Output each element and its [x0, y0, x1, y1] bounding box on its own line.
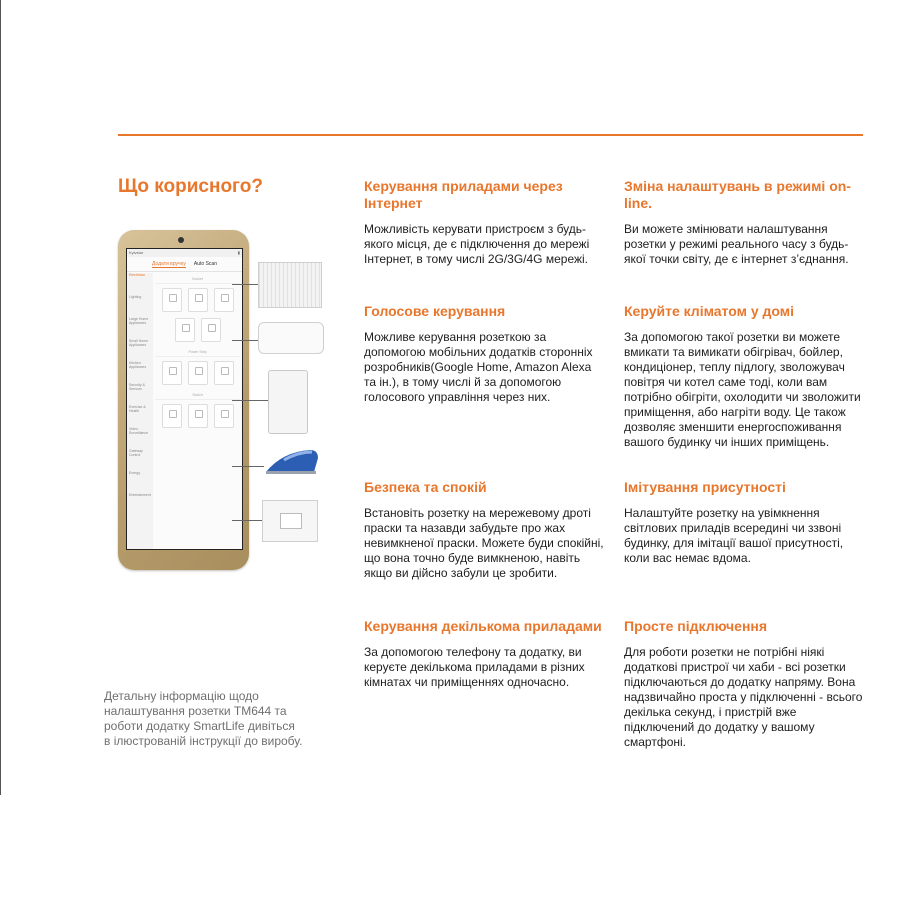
feature-text: Можливе керування розеткою за допомогою мобільних додатків сторонніх розробників(Google Home, Amazon Alexa та ін.), в тому числі й за допомогою голосового управління через них.: [364, 330, 593, 404]
phone-status-bar: [127, 249, 242, 257]
feature-presence-simulation: [624, 479, 864, 566]
feature-text: Встановіть розетку на мережевому дроті праски та назавди забудьте про жах невимкненої праски. Можете буди спокійні, що вона точно буде вимкненою, навіть якщо ви дійсно забули це зробити.: [364, 506, 604, 580]
section-label: Switch: [155, 391, 240, 400]
feature-title: Зміна налаштувань в режимі on-line.: [624, 178, 851, 211]
info-note: Детальну інформацію щодо налаштування розетки ТМ644 та роботи додатку SmartLife дивіться в ілюстрованій інструкції до виробу.: [104, 689, 303, 748]
switch-icon: [214, 404, 234, 428]
feature-title: Імітування присутності: [624, 479, 786, 495]
category-item: Security & Sensors: [129, 383, 145, 391]
category-item: Large Home Appliances: [129, 317, 149, 325]
tile-row: [155, 318, 240, 342]
feature-title: Просте підключення: [624, 618, 768, 634]
category-item: Gateway Control: [129, 449, 143, 457]
category-item: Energy: [129, 471, 141, 475]
page-title: Що корисного?: [118, 176, 263, 197]
socket-icon: [201, 318, 221, 342]
connector-line: [232, 340, 258, 341]
wall-socket-image: [262, 500, 318, 542]
connector-line: [232, 284, 258, 285]
feature-text: За допомогою телефону та додатку, ви керуєте декількома приладами в різних кімнатах чи приміщеннях одночасно.: [364, 645, 585, 689]
device-grid: [155, 275, 240, 549]
camera-icon: [178, 237, 184, 243]
feature-text: Для роботи розетки не потрібні ніякі додаткові пристрої чи хаби - всі розетки підключаються до додатку напряму. Вона надзвичайно проста у підключенні - всього декілька секунд, і пристрій вже підключений до додатку у вашому смартфоні.: [624, 645, 863, 749]
category-item: Kitchen Appliances: [129, 361, 147, 369]
feature-easy-connection: [624, 618, 864, 750]
iron-image: [264, 446, 320, 476]
phone-screen: [126, 248, 243, 550]
category-item: Exercise & Health: [129, 405, 146, 413]
battery-icon: ▮: [237, 250, 240, 255]
tile-row: [155, 404, 240, 428]
section-label: Power Strip: [155, 348, 240, 357]
power-strip-icon: [188, 361, 208, 385]
switch-icon: [162, 404, 182, 428]
category-item: Small Home Appliances: [129, 339, 149, 347]
connector-line: [232, 520, 262, 521]
tab-auto-scan: Auto Scan: [193, 261, 217, 267]
connector-line: [232, 400, 268, 401]
socket-icon: [175, 318, 195, 342]
category-item: Lighting: [129, 295, 142, 299]
feature-safety: [364, 479, 604, 581]
boiler-image: [268, 370, 308, 434]
heater-image: [258, 262, 322, 308]
feature-climate-control: [624, 303, 864, 450]
socket-icon: [214, 288, 234, 312]
carrier-label: Kyivstar: [129, 250, 144, 255]
category-item: Entertainment: [129, 493, 151, 497]
feature-title: Безпека та спокій: [364, 479, 487, 495]
section-label: Socket: [155, 275, 240, 284]
app-header: [127, 257, 242, 272]
tile-row: [155, 361, 240, 385]
socket-icon: [188, 288, 208, 312]
feature-multi-device: [364, 618, 604, 690]
feature-title: Керуйте кліматом у домі: [624, 303, 795, 319]
power-strip-icon: [162, 361, 182, 385]
switch-icon: [188, 404, 208, 428]
left-edge-line: [0, 0, 1, 795]
air-conditioner-image: [258, 322, 324, 354]
top-divider: [118, 134, 863, 136]
feature-online-settings: [624, 178, 864, 267]
category-sidebar: [127, 273, 153, 549]
feature-title: Голосове керування: [364, 303, 506, 319]
feature-text: Налаштуйте розетку на увімкнення світлових приладів всередині чи ззвоні будинку, для імітації вашої присутності, коли вас немає вдома.: [624, 506, 844, 565]
feature-voice-control: [364, 303, 604, 405]
feature-text: Можливість керувати пристроєм з будь-якого місця, де є підключення до мережі Інтернет, в тому числі 2G/3G/4G мережі.: [364, 222, 590, 266]
connector-line: [232, 466, 264, 467]
feature-text: За допомогою такої розетки ви можете вмикати та вимикати обігрівач, бойлер, кондиціонер, теплу підлогу, зволожувач повітря чи котел саме тоді, коли вам потрібно обігріти, охолодити чи зволожити приміщення, або нагріти воду. Це також дозволяє зменшити енергоспоживання вашого будинку чи інших приміщень.: [624, 330, 861, 449]
smartphone-illustration: [118, 230, 249, 570]
category-item: Electrician: [129, 273, 146, 277]
feature-title: Керування декількома приладами: [364, 618, 602, 634]
power-strip-icon: [214, 361, 234, 385]
feature-internet-control: [364, 178, 604, 267]
tile-row: [155, 288, 240, 312]
tab-add-manually: Додати вручну: [152, 260, 186, 267]
feature-title: Керування приладами через Інтернет: [364, 178, 563, 211]
feature-text: Ви можете змінювати налаштування розетки у режимі реального часу з будь-якої точки світу, де є інтернет з’єднання.: [624, 222, 849, 266]
category-item: Video Surveillance: [129, 427, 149, 435]
socket-icon: [162, 288, 182, 312]
